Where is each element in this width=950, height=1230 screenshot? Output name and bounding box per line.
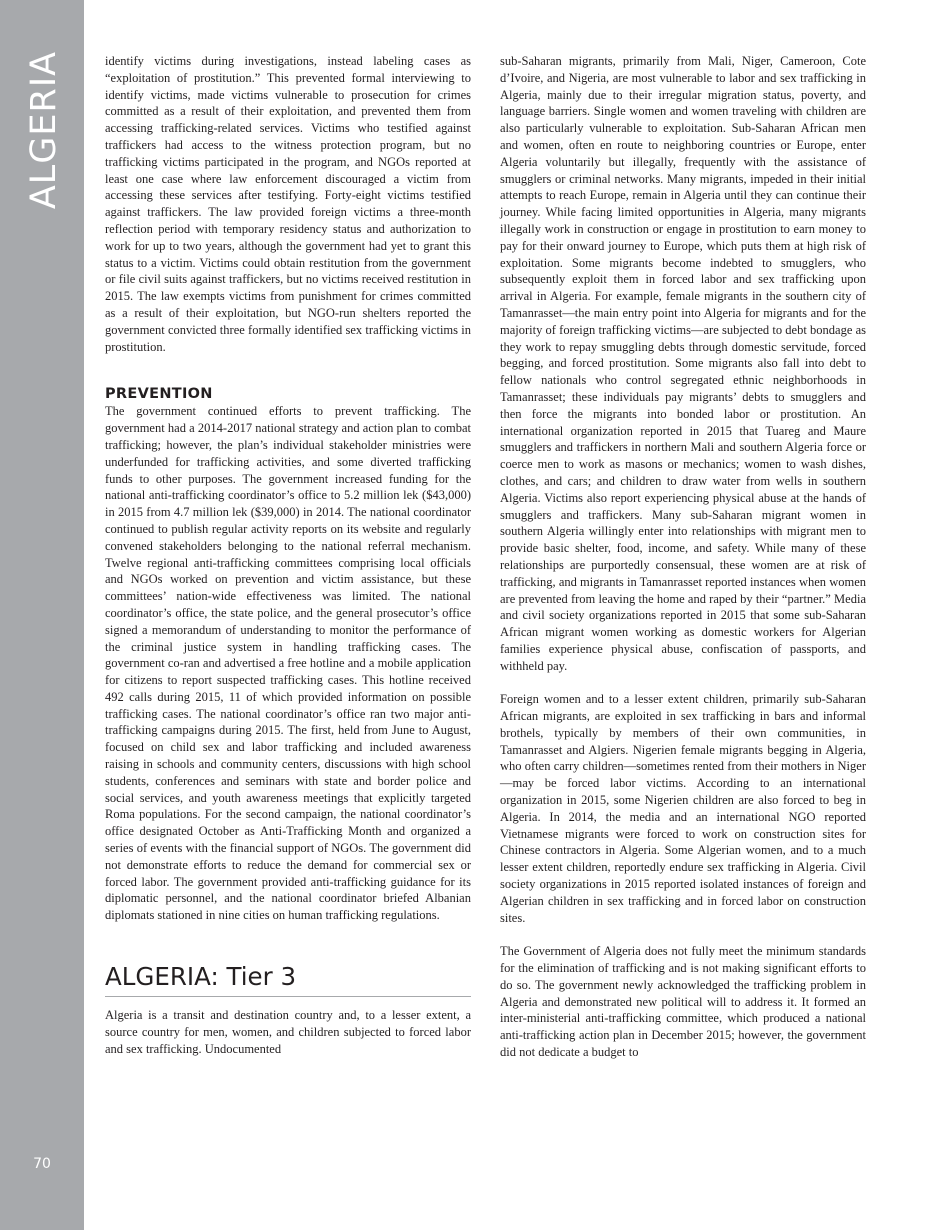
body-paragraph: sub-Saharan migrants, primarily from Mali, Niger, Cameroon, Cote d’Ivoire, and Nigeria, are most vulnerable to labor and sex trafficking in Algeria, mainly due to their irregular migration status, poverty, and language barriers. Single women and women traveling with children are also particularly vulnerable to exploitation. Sub-Saharan African men and women, often en route to neighboring countries or Europe, enter Algeria voluntarily but illegally, frequently with the assistance of smugglers or criminal networks. Many migrants, impeded in their initial attempts to reach Europe, remain in Algeria until they can continue their journey. While facing limited opportunities in Algeria, many migrants illegally work in construction or engage in prostitution to earn money to pay for their onward journey to Europe, which puts them at high risk of exploitation. Some migrants become indebted to smugglers, who subsequently exploit them in forced labor and sex trafficking upon arrival in Algeria. For example, female migrants in the southern city of Tamanrasset—the main entry point into Algeria for migrants and for the majority of foreign trafficking victims—are subjected to debt bondage as they work to repay smuggling debts through domestic servitude, forced begging, and forced prostitution. Some migrants also fall into debt to fellow nationals who control segregated ethnic neighborhoods in Tamanrasset; these individuals pay migrants’ debts to smugglers and then force the migrants into bonded labor or prostitution. An international organization reported in 2015 that Tuareg and Maure smugglers and traffickers in northern Mali and southern Algeria force or coerce men to work as masons or mechanics; women to wash dishes, clothes, and cars; and children to draw water from wells in southern Algeria. Victims also report experiencing physical abuse at the hands of smugglers and traffickers. Many sub-Saharan migrant women in southern Algeria willingly enter into relationships with migrant men to provide basic shelter, food, income, and safety. While many of these relationships are purportedly consensual, these women are at risk of trafficking, and migrants in Tamanrasset reported instances when women are prevented from leaving the home and raped by their “partner.” Media and civil society organizations reported in 2015 that some sub-Saharan African migrant women working as domestic workers for Algerian families experience physical abuse, confiscation of passports, and withheld pay. xyxy=(500,54,866,673)
left-column xyxy=(105,53,471,1057)
country-sidebar xyxy=(0,0,84,1230)
prevention-paragraph: The government continued efforts to prevent trafficking. The government had a 2014-2017 national strategy and action plan to combat trafficking; however, the plan’s individual stakeholder ministries were underfunded for trafficking activities, and some diverted trafficking funds to other purposes. The government increased funding for the national anti-trafficking coordinator’s office to 5.2 million lek ($43,000) in 2015 from 4.7 million lek ($39,000) in 2014. The national coordinator continued to publish regular activity reports on its website and regularly convened stakeholders belonging to the national referral mechanism. Twelve regional anti-trafficking committees comprising local officials and NGOs worked on prevention and victim assistance, but these committees’ nation-wide effectiveness was limited. The national coordinator’s office, the state police, and the general prosecutor’s office signed a memorandum of understanding to monitor the performance of the criminal justice system in handling trafficking cases. The government co-ran and advertised a free hotline and a mobile application for citizens to report suspected trafficking cases. This hotline received 492 calls during 2015, 11 of which provided information on possible trafficking cases. The national coordinator’s office ran two major anti-trafficking campaigns during 2015. The first, held from June to August, focused on child sex and labor trafficking and included awareness raising in schools and community centers, discussions with high school students, conferences and seminars with state and border police and social services, and youth awareness meetings that explicitly targeted Roma populations. For the second campaign, the national coordinator’s office designated October as Anti-Trafficking Month and organized a series of events with the financial support of NGOs. The government did not demonstrate efforts to reduce the demand for commercial sex or forced labor. The government provided anti-trafficking guidance for its diplomatic personnel, and the national coordinator briefed Albanian diplomats stationed in nine cities on human trafficking regulations. xyxy=(105,404,471,923)
country-intro-paragraph: Algeria is a transit and destination country and, to a lesser extent, a source country for men, women, and children subjected to forced labor and sex trafficking. Undocumented xyxy=(105,1008,471,1056)
body-paragraph: Foreign women and to a lesser extent children, primarily sub-Saharan African migrants, are exploited in sex trafficking in bars and informal brothels, typically by members of their own communities, in Tamanrasset and Algiers. Nigerien female migrants begging in Algeria, who often carry children—sometimes rented from their mothers in Niger—may be forced labor victims. According to an international organization in 2015, some Nigerien children are also forced to beg in Algeria. In 2014, the media and an international NGO reported Vietnamese migrants were forced to work on construction sites for Chinese contractors in Algeria. Some Algerian women, and to a much lesser extent children, reportedly endure sex trafficking in Algeria. Civil society organizations in 2015 reported isolated instances of foreign and Algerian children in sex trafficking and in forced labor on construction sites. xyxy=(500,692,866,925)
sidebar-country-title: ALGERIA xyxy=(24,50,64,210)
country-tier-heading: ALGERIA: Tier 3 xyxy=(105,962,471,997)
intro-paragraph: identify victims during investigations, instead labeling cases as “exploitation of prostitution.” This prevented formal interviewing to identify victims, made victims vulnerable to prosecution for crimes committed as a result of their exploitation, and prevented them from accessing trafficking-related services. Victims who testified against traffickers had access to the witness protection program, but no trafficking victims participated in the program, and NGOs reported at least one case where law enforcement discouraged a victim from accessing these services after testifying. Forty-eight victims testified against traffickers. The law provided foreign victims a three-month reflection period with temporary residency status and authorization to work for up to two years, although the government had yet to grant this status to a victim. Victims could obtain restitution from the government or file civil suits against traffickers, but no victims received restitution in 2015. The law exempts victims from punishment for crimes committed as a result of their exploitation, but NGO-run shelters reported the government convicted three formally identified sex trafficking victims in prostitution. xyxy=(105,54,471,354)
body-paragraph: The Government of Algeria does not fully meet the minimum standards for the elimination of trafficking and is not making significant efforts to do so. The government newly acknowledged the trafficking problem in Algeria and demonstrated new political will to address it. It formed an inter-ministerial anti-trafficking committee, which produced a national anti-trafficking action plan in December 2015; however, the government did not dedicate a budget to xyxy=(500,944,866,1060)
prevention-heading: PREVENTION xyxy=(105,386,213,403)
page-number: 70 xyxy=(33,1156,51,1172)
right-column xyxy=(500,53,866,1061)
